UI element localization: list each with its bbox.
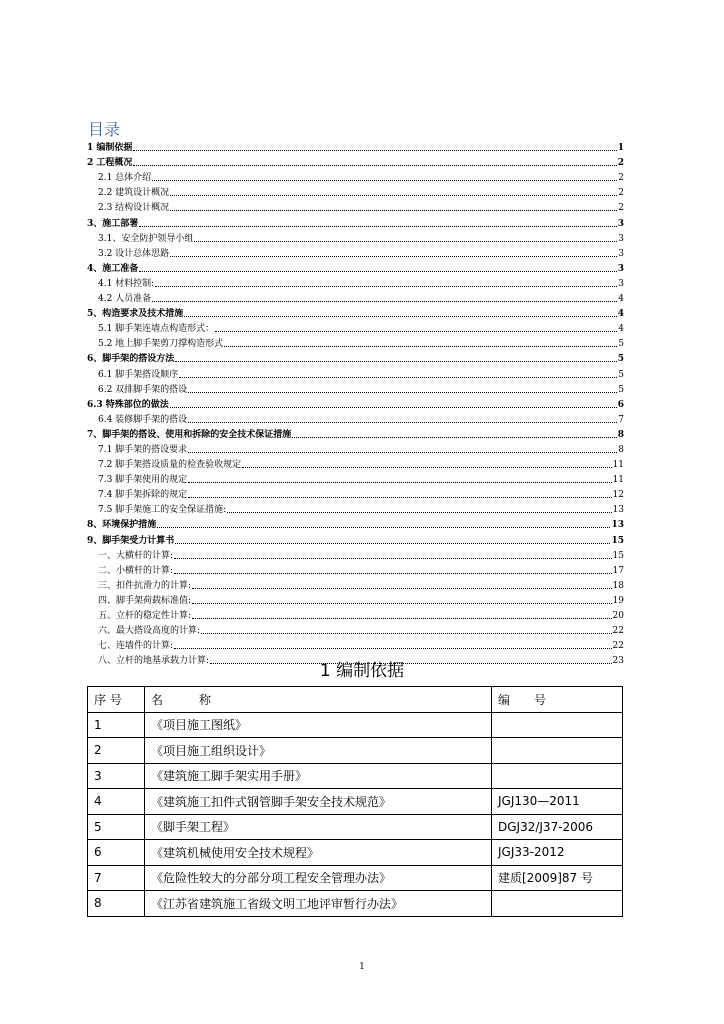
toc-dot-leader <box>152 180 617 181</box>
toc-entry-page: 2 <box>618 203 624 214</box>
toc-entry-title: 7.4 脚手架拆除的规定 <box>98 490 188 501</box>
toc-dot-leader <box>188 452 617 453</box>
toc-entry-page: 3 <box>618 233 624 244</box>
toc-entry-title: 7、脚手架的搭设、使用和拆除的安全技术保证措施 <box>87 429 292 440</box>
toc-dot-leader <box>194 241 617 242</box>
toc-dot-leader <box>174 573 612 574</box>
toc-entry[interactable] <box>87 230 624 245</box>
toc-entry[interactable] <box>87 516 624 531</box>
toc-entry-page: 3 <box>618 278 624 289</box>
toc-entry-title: 6、脚手架的搭设方法 <box>87 354 175 365</box>
table-row <box>88 712 623 738</box>
cell-number: 8 <box>88 891 145 917</box>
cell-name: 《建筑施工脚手架实用手册》 <box>145 763 492 789</box>
toc-dot-leader <box>292 437 616 438</box>
toc-dot-leader <box>188 422 617 423</box>
toc-dot-leader <box>224 346 617 347</box>
toc-dot-leader <box>175 361 616 362</box>
toc-entry-title: 8、环境保护措施 <box>87 520 157 531</box>
cell-name: 《建筑施工扣件式钢管脚手架安全技术规范》 <box>145 789 492 815</box>
toc-entry-title: 4.1 材料控制: <box>98 278 155 289</box>
toc-entry-title: 3、施工部署 <box>87 218 139 229</box>
toc-entry-title: 5.2 地上脚手架剪刀撑构造形式 <box>98 339 224 350</box>
toc-entry-title: 5.1 脚手架连墙点构造形式： <box>98 324 215 335</box>
toc-entry-title: 1 编制依据 <box>87 143 133 154</box>
toc-dot-leader <box>201 633 612 634</box>
toc-dot-leader <box>157 527 610 528</box>
toc-entry[interactable] <box>87 456 624 471</box>
toc-entry-page: 18 <box>612 580 624 591</box>
toc-entry[interactable] <box>87 260 624 275</box>
toc-entry-title: 六、最大搭设高度的计算: <box>98 626 201 637</box>
toc-entry-title: 9、脚手架受力计算书 <box>87 535 175 546</box>
toc-dot-leader <box>174 558 612 559</box>
toc-dot-leader <box>215 331 617 332</box>
toc-dot-leader <box>227 512 611 513</box>
toc-entry-page: 5 <box>617 354 624 365</box>
cell-name: 《项目施工组织设计》 <box>145 738 492 764</box>
cell-number: 7 <box>88 865 145 891</box>
toc-entry-title: 五、立杆的稳定性计算: <box>98 611 192 621</box>
toc-entry-page: 3 <box>617 263 624 274</box>
toc-entry[interactable] <box>87 335 624 350</box>
toc-entry[interactable] <box>87 290 624 305</box>
toc-entry-page: 5 <box>618 369 624 380</box>
toc-entry-title: 2 工程概况 <box>87 158 133 169</box>
toc-dot-leader <box>170 210 617 211</box>
toc-entry[interactable] <box>87 577 624 592</box>
table-row <box>88 738 623 764</box>
toc-entry-page: 15 <box>612 550 624 561</box>
cell-code <box>492 712 623 738</box>
cell-code <box>492 763 623 789</box>
toc-entry-page: 4 <box>617 309 624 320</box>
cell-code: JGJ33-2012 <box>492 840 623 866</box>
toc-entry-title: 2.2 建筑设计概况 <box>98 188 170 199</box>
toc-entry[interactable] <box>87 441 624 456</box>
toc-entry-page: 17 <box>612 565 624 576</box>
toc-dot-leader <box>174 648 612 649</box>
cell-code <box>492 738 623 764</box>
toc-entry-title: 八、立杆的地基承载力计算: <box>98 656 210 667</box>
toc-entry-title: 3.1、安全防护领导小组 <box>98 233 194 244</box>
toc-dot-leader <box>175 543 610 544</box>
toc-entry[interactable] <box>87 396 624 411</box>
toc-entry-page: 1 <box>617 143 624 154</box>
toc-entry[interactable] <box>87 607 624 622</box>
toc-entry-page: 11 <box>612 475 624 486</box>
toc-entry[interactable] <box>87 486 624 501</box>
toc-entry-page: 2 <box>618 173 624 184</box>
table-row <box>88 763 623 789</box>
cell-number: 4 <box>88 789 145 815</box>
cell-number: 1 <box>88 712 145 738</box>
toc-entry-page: 4 <box>618 294 624 305</box>
toc-entry-page: 8 <box>618 444 624 455</box>
toc-entry-page: 23 <box>612 656 624 667</box>
toc-entry-page: 13 <box>611 520 624 531</box>
toc-entry[interactable] <box>87 501 624 516</box>
toc-dot-leader <box>152 301 617 302</box>
toc-dot-leader <box>170 407 617 408</box>
toc-entry-page: 6 <box>617 399 624 410</box>
cell-name: 《脚手架工程》 <box>145 814 492 840</box>
toc-entry-title: 7.5 脚手架施工的安全保证措施: <box>98 505 227 516</box>
toc-entry-title: 7.1 脚手架的搭设要求 <box>98 444 188 455</box>
toc-entry[interactable] <box>87 350 624 365</box>
toc-entry-page: 4 <box>618 324 624 335</box>
toc-entry[interactable] <box>87 365 624 380</box>
toc-entry-title: 3.2 设计总体思路 <box>98 248 170 259</box>
table-row <box>88 891 623 917</box>
toc-dot-leader <box>139 271 616 272</box>
toc-entry-page: 5 <box>618 384 624 395</box>
toc-entry-page: 5 <box>618 339 624 350</box>
toc-entry-title: 6.3 特殊部位的做法 <box>87 399 169 410</box>
toc-entry-title: 三、扣件抗滑力的计算: <box>98 580 192 591</box>
toc-dot-leader <box>133 150 616 151</box>
page-number: 1 <box>359 962 365 972</box>
toc-dot-leader <box>155 286 617 287</box>
table-row <box>88 814 623 840</box>
toc-entry-page: 13 <box>612 505 624 516</box>
toc-entry-page: 12 <box>612 490 624 501</box>
toc-entry-title: 4.2 人员准备 <box>98 294 152 305</box>
cell-name: 《江苏省建筑施工省级文明工地评审暂行办法》 <box>145 891 492 917</box>
toc-entry-page: 3 <box>617 218 624 229</box>
toc-entry[interactable] <box>87 562 624 577</box>
toc-entry-page: 8 <box>617 429 624 440</box>
table-row <box>88 789 623 815</box>
toc-entry-page: 2 <box>617 158 624 169</box>
toc-entry[interactable] <box>87 531 624 546</box>
toc-entry-title: 2.3 结构设计概况 <box>98 203 170 214</box>
toc-entry-page: 11 <box>612 460 624 471</box>
toc-dot-leader <box>139 226 616 227</box>
toc-entry[interactable] <box>87 184 624 199</box>
toc-entry-title: 6.4 装修脚手架的搭设 <box>98 414 188 425</box>
toc-entry[interactable] <box>87 305 624 320</box>
toc-entry-page: 19 <box>612 595 624 606</box>
toc-entry-title: 4、施工准备 <box>87 263 139 274</box>
toc-dot-leader <box>242 467 611 468</box>
toc-entry-title: 四、脚手架荷载标准值: <box>98 595 192 606</box>
toc-entry-page: 2 <box>618 188 624 199</box>
toc-entry[interactable] <box>87 275 624 290</box>
toc-dot-leader <box>179 377 617 378</box>
toc-dot-leader <box>188 392 617 393</box>
toc-entry[interactable] <box>87 637 624 652</box>
toc-dot-leader <box>184 316 616 317</box>
cell-number: 2 <box>88 738 145 764</box>
toc-entry[interactable] <box>87 622 624 637</box>
cell-code: 建质[2009]87 号 <box>492 865 623 891</box>
toc-entry-page: 15 <box>611 535 624 546</box>
cell-number: 5 <box>88 814 145 840</box>
toc-entry-title: 7.2 脚手架搭设质量的检查验收规定 <box>98 460 242 471</box>
toc-entry[interactable] <box>87 426 624 441</box>
toc-entry-title: 5、构造要求及技术措施 <box>87 309 184 320</box>
toc-dot-leader <box>170 256 617 257</box>
toc-entry-page: 3 <box>618 248 624 259</box>
toc-entry[interactable] <box>87 139 624 154</box>
cell-code <box>492 891 623 917</box>
table-of-contents <box>87 139 624 667</box>
header-code: 编 号 <box>492 687 623 713</box>
cell-name: 《建筑机械使用安全技术规程》 <box>145 840 492 866</box>
toc-dot-leader <box>192 588 612 589</box>
toc-dot-leader <box>192 618 612 619</box>
toc-entry[interactable] <box>87 381 624 396</box>
cell-name: 《项目施工图纸》 <box>145 712 492 738</box>
toc-dot-leader <box>188 482 611 483</box>
toc-entry[interactable] <box>87 411 624 426</box>
cell-code: JGJ130—2011 <box>492 789 623 815</box>
toc-entry-title: 2.1 总体介绍 <box>98 173 152 184</box>
toc-entry-title: 一、大横杆的计算: <box>98 550 174 561</box>
toc-entry[interactable] <box>87 592 624 607</box>
cell-code: DGJ32/J37-2006 <box>492 814 623 840</box>
toc-entry[interactable] <box>87 245 624 260</box>
reference-documents-table <box>87 686 623 917</box>
toc-entry-title: 二、小横杆的计算: <box>98 565 174 576</box>
toc-entry-title: 6.2 双排脚手架的搭设 <box>98 384 188 395</box>
table-header-row <box>88 687 623 713</box>
toc-dot-leader <box>133 165 616 166</box>
toc-entry-title: 七、连墙件的计算: <box>98 641 174 652</box>
table-row <box>88 840 623 866</box>
toc-entry-page: 22 <box>612 641 624 652</box>
toc-entry-page: 22 <box>612 626 624 637</box>
section-title: 1 编制依据 <box>319 661 405 681</box>
toc-entry[interactable] <box>87 214 624 229</box>
toc-entry[interactable] <box>87 169 624 184</box>
cell-name: 《危险性较大的分部分项工程安全管理办法》 <box>145 865 492 891</box>
toc-entry-page: 20 <box>612 611 624 621</box>
header-name: 名 称 <box>145 687 492 713</box>
cell-number: 3 <box>88 763 145 789</box>
toc-heading: 目录 <box>88 120 121 139</box>
toc-entry[interactable] <box>87 154 624 169</box>
header-number: 序 号 <box>88 687 145 713</box>
toc-entry[interactable] <box>87 320 624 335</box>
toc-dot-leader <box>188 497 611 498</box>
toc-entry-title: 6.1 脚手架搭设顺序 <box>98 369 179 380</box>
toc-entry-page: 7 <box>618 414 624 425</box>
table-row <box>88 865 623 891</box>
toc-entry[interactable] <box>87 547 624 562</box>
toc-entry[interactable] <box>87 199 624 214</box>
toc-dot-leader <box>192 603 612 604</box>
cell-number: 6 <box>88 840 145 866</box>
toc-entry-title: 7.3 脚手架使用的规定 <box>98 475 188 486</box>
toc-dot-leader <box>170 195 617 196</box>
toc-entry[interactable] <box>87 471 624 486</box>
